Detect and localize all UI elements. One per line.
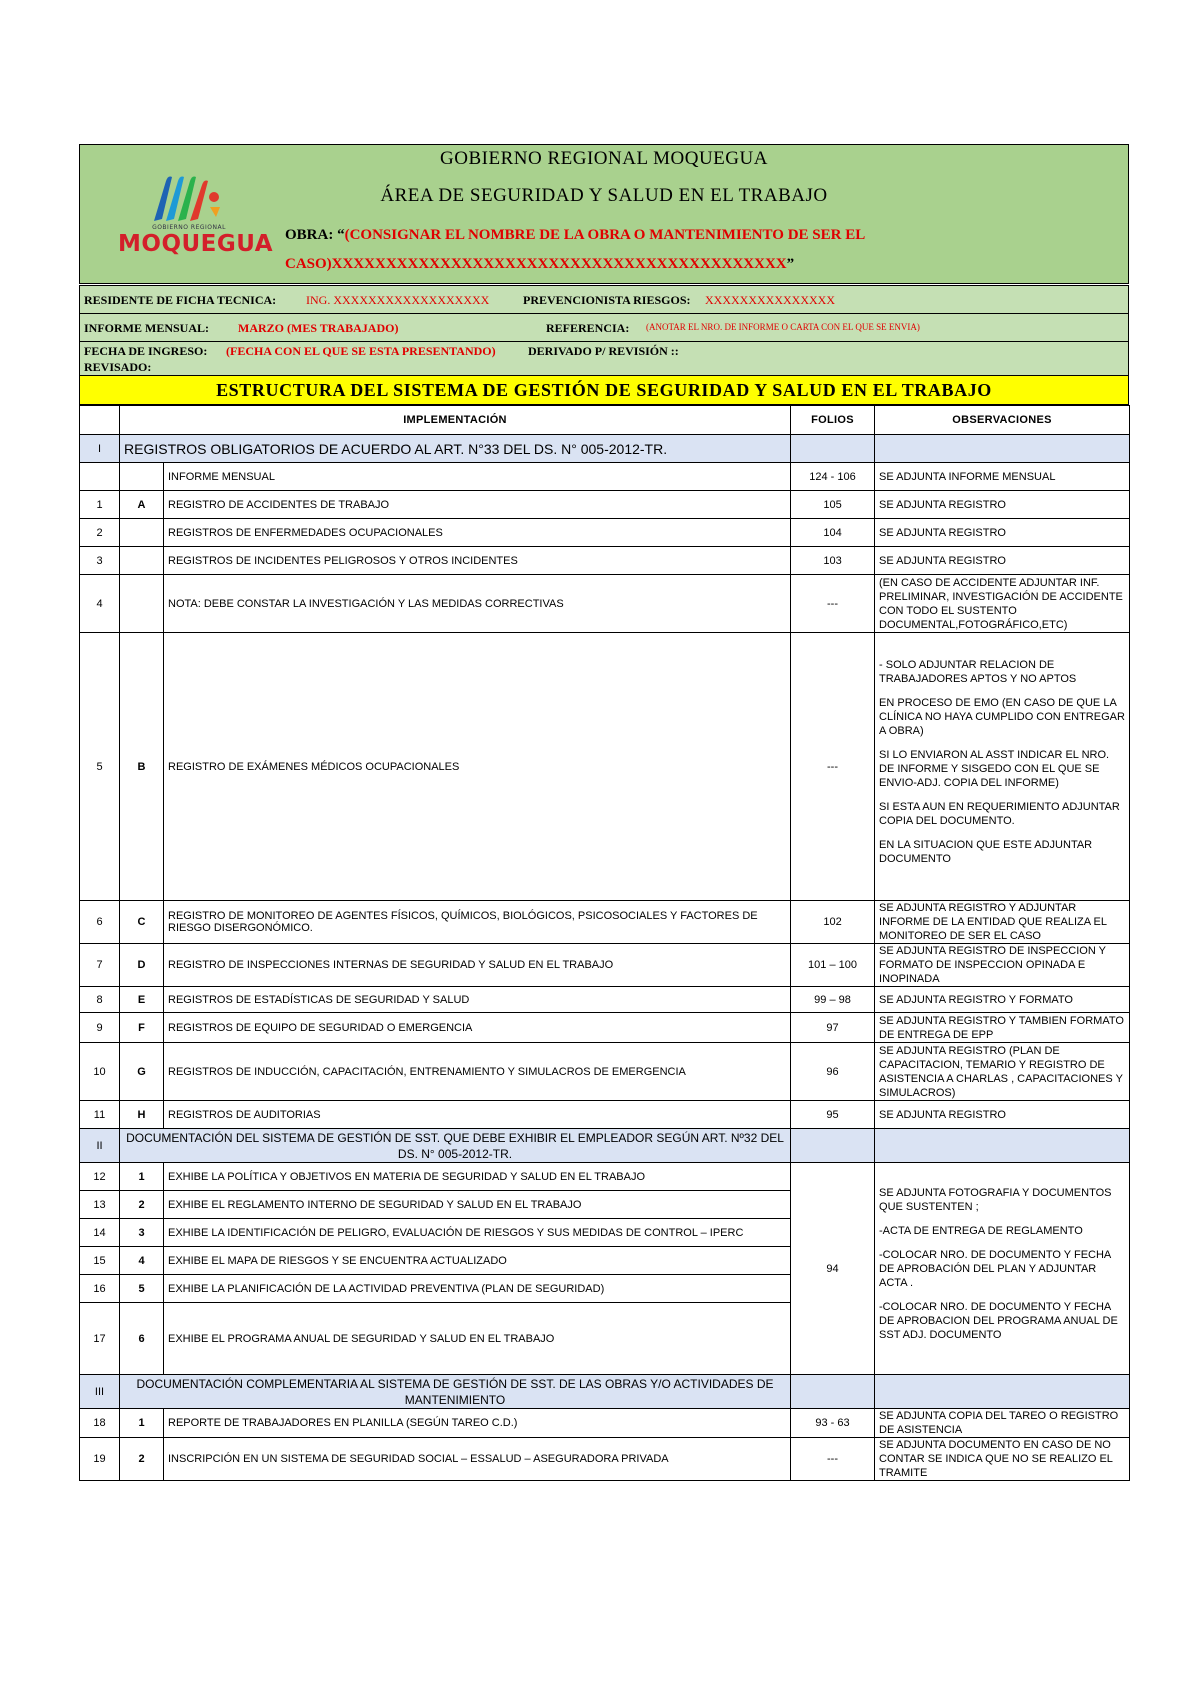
observation-note: -COLOCAR NRO. DE DOCUMENTO Y FECHA DE APROBACIÓN DEL PLAN Y ADJUNTAR ACTA . [879,1248,1111,1289]
row-observations: SE ADJUNTA REGISTRO [875,519,1130,547]
row-letter [120,519,164,547]
section-row-3 [80,1375,1130,1409]
row-description: REGISTROS DE ENFERMEDADES OCUPACIONALES [164,519,791,547]
section-row-2 [80,1129,1130,1163]
row-letter [120,547,164,575]
row-letter: 1 [120,1409,164,1438]
obra-line [285,221,925,279]
row-letter: 6 [120,1303,164,1375]
table-row [80,1409,1130,1438]
row-observations: SE ADJUNTA REGISTRO Y ADJUNTAR INFORME DE LA ENTIDAD QUE REALIZA EL MONITOREO DE SER EL CASO [875,901,1130,944]
row-description: REGISTROS DE AUDITORIAS [164,1101,791,1129]
table-row [80,1101,1130,1129]
revisado-label: REVISADO: [84,360,152,374]
column-implementacion: IMPLEMENTACIÓN [120,406,791,435]
row-letter [120,575,164,633]
informe-label: INFORME MENSUAL: [84,321,209,335]
informe-value: MARZO (MES TRABAJADO) [238,321,399,335]
row-description: INFORME MENSUAL [164,463,791,491]
row-letter: H [120,1101,164,1129]
column-observaciones: OBSERVACIONES [875,406,1130,435]
observation-note: EN PROCESO DE EMO (EN CASO DE QUE LA CLÍNICA NO HAYA CUMPLIDO CON ENTREGAR A OBRA) [879,696,1125,737]
row-description: REGISTRO DE INSPECCIONES INTERNAS DE SEGURIDAD Y SALUD EN EL TRABAJO [164,944,791,987]
logo-subtitle: GOBIERNO REGIONAL [152,224,226,231]
row-letter: 3 [120,1219,164,1247]
row-letter: 1 [120,1163,164,1191]
section-folio-cell [791,1375,875,1409]
row-observations [875,633,1130,901]
obra-close: ” [786,256,795,272]
header-title-government: GOBIERNO REGIONAL MOQUEGUA [440,148,768,169]
row-number: 4 [80,575,120,633]
table-row [80,547,1130,575]
section-number: I [80,435,120,463]
row-description: REPORTE DE TRABAJADORES EN PLANILLA (SEGÚN TAREO C.D.) [164,1409,791,1438]
row-letter: 4 [120,1247,164,1275]
header-blank-cell [80,406,120,435]
section-title: DOCUMENTACIÓN COMPLEMENTARIA AL SISTEMA DE GESTIÓN DE SST. DE LAS OBRAS Y/O ACTIVIDADES DE MANTENIMIENTO [120,1375,791,1409]
row-description: REGISTRO DE MONITOREO DE AGENTES FÍSICOS, QUÍMICOS, BIOLÓGICOS, PSICOSOCIALES Y FACTORES DE RIESGO DISERGONÓMICO. [164,901,791,944]
row-number: 10 [80,1043,120,1101]
table-row [80,1013,1130,1043]
row-folio: 104 [791,519,875,547]
row-description: EXHIBE LA IDENTIFICACIÓN DE PELIGRO, EVALUACIÓN DE RIESGOS Y SUS MEDIDAS DE CONTROL – IPERC [164,1219,791,1247]
row-letter: E [120,987,164,1013]
row-folio: 105 [791,491,875,519]
row-number: 16 [80,1275,120,1303]
row-description: REGISTROS DE INCIDENTES PELIGROSOS Y OTROS INCIDENTES [164,547,791,575]
row-letter: G [120,1043,164,1101]
row-description: EXHIBE EL MAPA DE RIESGOS Y SE ENCUENTRA ACTUALIZADO [164,1247,791,1275]
row-number: 7 [80,944,120,987]
row-letter: A [120,491,164,519]
table-row [80,491,1130,519]
row-number: 18 [80,1409,120,1438]
row-description: REGISTROS DE EQUIPO DE SEGURIDAD O EMERGENCIA [164,1013,791,1043]
row-letter: D [120,944,164,987]
table-row [80,463,1130,491]
table-row [80,575,1130,633]
row-folio: --- [791,633,875,901]
section-obs-cell [875,1129,1130,1163]
table-row [80,944,1130,987]
section-title: REGISTROS OBLIGATORIOS DE ACUERDO AL ART. N°33 DEL DS. N° 005-2012-TR. [120,435,791,463]
fecha-value: (FECHA CON EL QUE SE ESTA PRESENTANDO) [226,344,496,358]
structure-banner: ESTRUCTURA DEL SISTEMA DE GESTIÓN DE SEGURIDAD Y SALUD EN EL TRABAJO [79,376,1129,405]
row-observations: SE ADJUNTA REGISTRO [875,1101,1130,1129]
row-number: 5 [80,633,120,901]
row-number: 14 [80,1219,120,1247]
section-folio-cell [791,435,875,463]
row-number: 19 [80,1438,120,1481]
residente-value: ING. XXXXXXXXXXXXXXXXXX [306,293,490,307]
prevencionista-value: XXXXXXXXXXXXXXX [705,293,835,307]
document-sheet [79,144,1129,1481]
obra-label: OBRA: “ [285,227,345,243]
referencia-label: REFERENCIA: [546,321,630,335]
section-title: DOCUMENTACIÓN DEL SISTEMA DE GESTIÓN DE SST. QUE DEBE EXHIBIR EL EMPLEADOR SEGÚN ART. Nº32 DEL DS. N° 005-2012-TR. [120,1129,791,1163]
row-observations: SE ADJUNTA REGISTRO (PLAN DE CAPACITACION, TEMARIO Y REGISTRO DE ASISTENCIA A CHARLAS , CAPACITACIONES Y SIMULACROS) [875,1043,1130,1101]
checklist-table [79,405,1130,1481]
row-letter: 2 [120,1191,164,1219]
table-row [80,901,1130,944]
row-folio: 93 - 63 [791,1409,875,1438]
row-folio: --- [791,575,875,633]
section-folio-cell [791,1129,875,1163]
row-description: REGISTROS DE ESTADÍSTICAS DE SEGURIDAD Y SALUD [164,987,791,1013]
row-folio: 99 – 98 [791,987,875,1013]
row-folio: 103 [791,547,875,575]
row-letter: 5 [120,1275,164,1303]
info-row-informe [79,314,1129,342]
section-obs-cell [875,435,1130,463]
section1-rows [80,463,1130,633]
fecha-label: FECHA DE INGRESO: [84,344,208,358]
section-obs-cell [875,1375,1130,1409]
observation-note: -COLOCAR NRO. DE DOCUMENTO Y FECHA DE APROBACION DEL PROGRAMA ANUAL DE SST ADJ. DOCUMENTO [879,1300,1118,1341]
derivado-label: DERIVADO P/ REVISIÓN :: [528,344,679,358]
table-row [80,987,1130,1013]
table-row [80,519,1130,547]
section2-rows [80,1163,1130,1375]
section1b-rows [80,901,1130,1129]
row-number: 8 [80,987,120,1013]
observation-note: SI ESTA AUN EN REQUERIMIENTO ADJUNTAR COPIA DEL DOCUMENTO. [879,800,1120,827]
row-description: INSCRIPCIÓN EN UN SISTEMA DE SEGURIDAD SOCIAL – ESSALUD – ASEGURADORA PRIVADA [164,1438,791,1481]
referencia-value: (ANOTAR EL NRO. DE INFORME O CARTA CON EL QUE SE ENVIA) [646,322,920,332]
row-folio: 94 [791,1163,875,1375]
row-letter: 2 [120,1438,164,1481]
row-number: 3 [80,547,120,575]
row-letter: B [120,633,164,901]
header-title-area: ÁREA DE SEGURIDAD Y SALUD EN EL TRABAJO [380,185,828,206]
row-number: 2 [80,519,120,547]
row-number: 17 [80,1303,120,1375]
row-description: REGISTRO DE EXÁMENES MÉDICOS OCUPACIONALES [164,633,791,901]
document-header [79,144,1129,284]
table-row [80,1043,1130,1101]
row-observations: SE ADJUNTA REGISTRO [875,491,1130,519]
row-number: 9 [80,1013,120,1043]
section-number: II [80,1129,120,1163]
obra-value: (CONSIGNAR EL NOMBRE DE LA OBRA O MANTENIMIENTO DE SER EL CASO)XXXXXXXXXXXXXXXXXXXXXXXXXXXXXXXXXXXXXXXXXX [285,227,865,272]
row-number: 15 [80,1247,120,1275]
row-observations: SE ADJUNTA REGISTRO DE INSPECCION Y FORMATO DE INSPECCION OPINADA E INOPINADA [875,944,1130,987]
row-description: NOTA: DEBE CONSTAR LA INVESTIGACIÓN Y LAS MEDIDAS CORRECTIVAS [164,575,791,633]
row-letter [120,463,164,491]
logo-name: MOQUEGUA [118,231,274,257]
row-number: 11 [80,1101,120,1129]
row-folio: 97 [791,1013,875,1043]
row-number: 6 [80,901,120,944]
row-number: 13 [80,1191,120,1219]
observation-note: - SOLO ADJUNTAR RELACION DE TRABAJADORES APTOS Y NO APTOS [879,658,1077,685]
table-row [80,1438,1130,1481]
row-description: REGISTRO DE ACCIDENTES DE TRABAJO [164,491,791,519]
table-row [80,1163,1130,1191]
row-folio: --- [791,1438,875,1481]
row-observations: SE ADJUNTA REGISTRO Y FORMATO [875,987,1130,1013]
row-observations: SE ADJUNTA INFORME MENSUAL [875,463,1130,491]
row-number: 1 [80,491,120,519]
row-observations: SE ADJUNTA COPIA DEL TAREO O REGISTRO DE ASISTENCIA [875,1409,1130,1438]
residente-label: RESIDENTE DE FICHA TECNICA: [84,293,277,307]
row-letter: C [120,901,164,944]
observation-note: SI LO ENVIARON AL ASST INDICAR EL NRO. DE INFORME Y SISGEDO CON EL QUE SE ENVIO-ADJ. COPIA DEL INFORME) [879,748,1110,789]
row-description: EXHIBE LA PLANIFICACIÓN DE LA ACTIVIDAD PREVENTIVA (PLAN DE SEGURIDAD) [164,1275,791,1303]
row-number [80,463,120,491]
section-row-1 [80,435,1130,463]
row-folio: 124 - 106 [791,463,875,491]
column-folios: FOLIOS [791,406,875,435]
column-header-row [80,406,1130,435]
row-observations: SE ADJUNTA REGISTRO [875,547,1130,575]
row-folio: 102 [791,901,875,944]
row-description: EXHIBE EL PROGRAMA ANUAL DE SEGURIDAD Y SALUD EN EL TRABAJO [164,1303,791,1375]
observation-note: -ACTA DE ENTREGA DE REGLAMENTO [879,1224,1083,1237]
row-folio: 95 [791,1101,875,1129]
observation-note: SE ADJUNTA FOTOGRAFIA Y DOCUMENTOS QUE SUSTENTEN ; [879,1186,1112,1213]
row-description: REGISTROS DE INDUCCIÓN, CAPACITACIÓN, ENTRENAMIENTO Y SIMULACROS DE EMERGENCIA [164,1043,791,1101]
table-row-5 [80,633,1130,901]
section3-rows [80,1409,1130,1481]
row-folio: 101 – 100 [791,944,875,987]
row-folio: 96 [791,1043,875,1101]
prevencionista-label: PREVENCIONISTA RIESGOS: [523,293,691,307]
row-number: 12 [80,1163,120,1191]
row-letter: F [120,1013,164,1043]
row-observations: SE ADJUNTA REGISTRO Y TAMBIEN FORMATO DE ENTREGA DE EPP [875,1013,1130,1043]
observation-note: EN LA SITUACION QUE ESTE ADJUNTAR DOCUMENTO [879,838,1093,865]
row-description: EXHIBE EL REGLAMENTO INTERNO DE SEGURIDAD Y SALUD EN EL TRABAJO [164,1191,791,1219]
info-row-fecha [79,342,1129,376]
row-observations [875,1163,1130,1375]
section-number: III [80,1375,120,1409]
info-row-residente [79,285,1129,314]
row-observations: SE ADJUNTA DOCUMENTO EN CASO DE NO CONTAR SE INDICA QUE NO SE REALIZO EL TRAMITE [875,1438,1130,1481]
row-observations: (EN CASO DE ACCIDENTE ADJUNTAR INF. PRELIMINAR, INVESTIGACIÓN DE ACCIDENTE CON TODO EL SUSTENTO DOCUMENTAL,FOTOGRÁFICO,ETC) [875,575,1130,633]
row-description: EXHIBE LA POLÍTICA Y OBJETIVOS EN MATERIA DE SEGURIDAD Y SALUD EN EL TRABAJO [164,1163,791,1191]
